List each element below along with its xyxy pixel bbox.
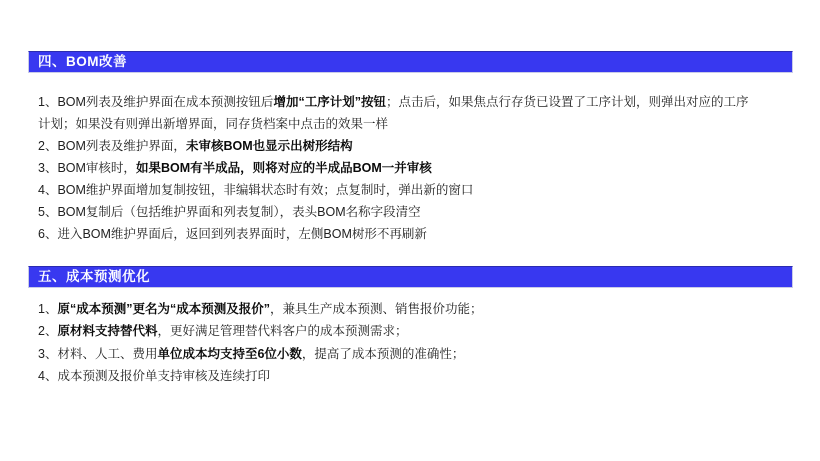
text-line [38, 179, 794, 201]
text-segment: 1、BOM列表及维护界面在成本预测按钮后 [38, 95, 274, 109]
text-line [38, 91, 794, 113]
text-segment: ，更好满足管理替代料客户的成本预测需求； [157, 324, 408, 339]
text-segment: ；点击后，如果焦点行存货已设置了工序计划，则弹出对应的工序 [385, 95, 749, 109]
section-title: 五、成本预测优化 [38, 268, 150, 284]
text-line [38, 157, 794, 179]
text-line [38, 320, 794, 342]
text-line [38, 135, 794, 157]
section-title: 四、BOM改善 [38, 53, 127, 69]
text-line [38, 113, 794, 135]
text-segment: 计划；如果没有则弹出新增界面，同存货档案中点击的效果一样 [38, 117, 389, 131]
text-segment-bold: 单位成本均支持至6位小数 [157, 346, 302, 361]
text-segment: 5、BOM复制后（包括维护界面和列表复制），表头BOM名称字段清空 [38, 205, 421, 219]
text-segment: ，兼具生产成本预测、销售报价功能； [269, 302, 483, 316]
text-segment-bold: 原材料支持替代料 [57, 324, 158, 339]
section-body [38, 298, 794, 387]
text-segment: 2、 [38, 324, 58, 339]
text-segment: ，提高了成本预测的准确性； [301, 346, 465, 361]
text-segment: 2、BOM列表及维护界面， [38, 139, 186, 153]
text-line [38, 343, 794, 365]
text-segment: 6、进入BOM维护界面后，返回到列表界面时，左侧BOM树形不再刷新 [38, 227, 427, 241]
text-segment-bold: 未审核BOM也显示出树形结构 [185, 139, 353, 153]
section-header-bar [28, 266, 793, 288]
text-line [38, 365, 794, 387]
section [28, 51, 794, 245]
text-line [38, 223, 794, 245]
text-segment: 4、BOM维护界面增加复制按钮，非编辑状态时有效；点复制时，弹出新的窗口 [38, 183, 474, 197]
text-line [38, 201, 794, 223]
text-segment-bold: 原“成本预测”更名为“成本预测及报价” [57, 302, 270, 316]
text-segment: 4、成本预测及报价单支持审核及连续打印 [38, 368, 270, 383]
section [28, 266, 794, 387]
section-body [38, 91, 794, 245]
text-segment-bold: 增加“工序计划”按钮 [273, 95, 386, 109]
text-segment-bold: 如果BOM有半成品，则将对应的半成品BOM一并审核 [135, 161, 432, 175]
text-line [38, 298, 794, 320]
section-header-bar [28, 51, 793, 73]
text-segment: 1、 [38, 302, 58, 316]
text-segment: 3、材料、人工、费用 [38, 346, 158, 361]
text-segment: 3、BOM审核时， [38, 161, 136, 175]
